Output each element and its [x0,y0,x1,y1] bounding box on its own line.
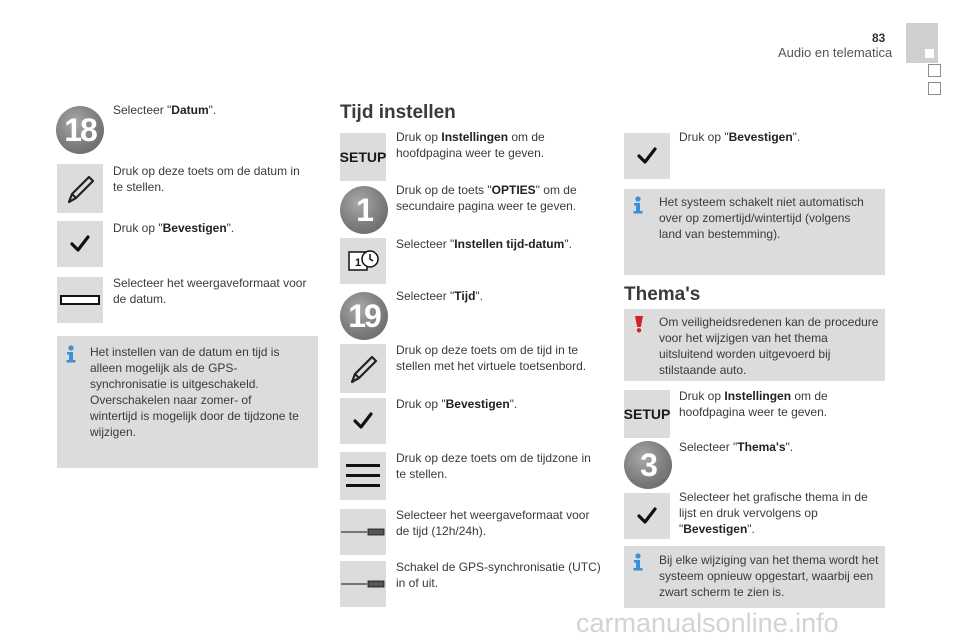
menu-list-icon [345,461,381,491]
list-menu-button-icon [340,452,386,500]
confirm-check-button-icon [340,398,386,444]
edit-pencil-button-icon [340,344,386,393]
page-tab-marker [906,23,938,63]
instruction-set-time: Druk op deze toets om de tijd in te stellen met het virtuele toetsenbord. [396,343,587,373]
setup-label: SETUP [339,149,387,165]
pencil-icon [346,352,380,386]
svg-text:1: 1 [354,257,362,269]
instruction-select-theme-confirm: Selecteer het grafische thema in de lijst en druk vervolgens op "Bevestigen". [679,490,868,536]
instruction-confirm-date: Druk op "Bevestigen". [113,221,235,235]
instruction-select-date: Selecteer "Datum". [113,103,217,117]
info-icon [630,553,646,571]
instruction-time-format: Selecteer het weergaveformaat voor de tijd (12h/24h). [396,508,590,538]
warning-icon [633,315,645,333]
instruction-confirm-time: Druk op "Bevestigen". [396,397,518,411]
format-slider-button-icon [340,509,386,555]
instruction-press-settings-themes: Druk op Instellingen om de hoofdpagina weer te geven. [679,389,828,419]
checkmark-icon [70,235,90,253]
watermark: carmanualsonline.info [576,608,839,638]
calendar-clock-icon [345,246,381,276]
step-badge-3: 3 [624,441,672,489]
format-bar-icon [60,293,100,307]
instruction-set-date: Druk op deze toets om de datum in te stellen. [113,164,300,194]
side-tab-square [928,82,941,95]
confirm-check-button-icon [624,133,670,179]
warning-note-themes [624,309,885,381]
gps-sync-toggle-button-icon [340,561,386,607]
setup-button-icon [340,133,386,181]
info-note-text: Het systeem schakelt niet automatisch over op zomertijd/wintertijd (volgens land van bestemming). [659,195,864,241]
instruction-set-timezone: Druk op deze toets om de tijdzone in te stellen. [396,451,591,481]
warning-note-text: Om veiligheidsredenen kan de procedure voor het wijzigen van het thema uitsluitend worden uitgevoerd bij stilstaande auto. [659,315,879,377]
instruction-gps-sync: Schakel de GPS-synchronisatie (UTC) in of uit. [396,560,601,590]
section-title: Audio en telematica [778,45,893,60]
info-note-restart [624,546,885,608]
setup-button-icon [624,390,670,438]
slider-toggle-icon [341,526,385,538]
confirm-check-button-icon [57,221,103,267]
step-badge-1: 1 [340,186,388,234]
side-tab-square [928,64,941,77]
page-number: 83 [872,31,886,45]
section-heading-time: Tijd instellen [340,102,456,123]
checkmark-icon [353,412,373,430]
instruction-select-time-date: Selecteer "Instellen tijd-datum". [396,237,572,251]
info-icon [630,196,646,214]
info-note-text: Het instellen van de datum en tijd is alleen mogelijk als de GPS-synchronisatie is uitgeschakeld. Overschakelen naar zomer- of wintertijd is mogelijk door de tijdzone te wijzigen. [90,345,299,439]
info-icon [63,345,79,363]
instruction-date-format: Selecteer het weergaveformaat voor de datum. [113,276,307,306]
step-badge-18: 18 [56,106,104,154]
instruction-confirm-final: Druk op "Bevestigen". [679,130,801,144]
confirm-check-button-icon [624,493,670,539]
setup-label: SETUP [623,406,671,422]
edit-pencil-button-icon [57,164,103,213]
info-note-datetime [57,336,318,468]
pencil-icon [63,172,97,206]
section-heading-themes: Thema's [624,284,701,305]
checkmark-icon [637,147,657,165]
instruction-select-time: Selecteer "Tijd". [396,289,484,303]
step-badge-19: 19 [340,292,388,340]
format-bar-button-icon [57,277,103,323]
time-date-settings-button-icon [340,238,386,284]
slider-toggle-icon [341,578,385,590]
checkmark-icon [637,507,657,525]
info-note-dst [624,189,885,275]
instruction-press-options: Druk op de toets "OPTIES" om de secundaire pagina weer te geven. [396,183,577,213]
instruction-select-themes: Selecteer "Thema's". [679,440,794,454]
instruction-press-settings: Druk op Instellingen om de hoofdpagina weer te geven. [396,130,545,160]
info-note-text: Bij elke wijziging van het thema wordt het systeem opnieuw opgestart, waarbij een zwart scherm te zien is. [659,553,879,599]
